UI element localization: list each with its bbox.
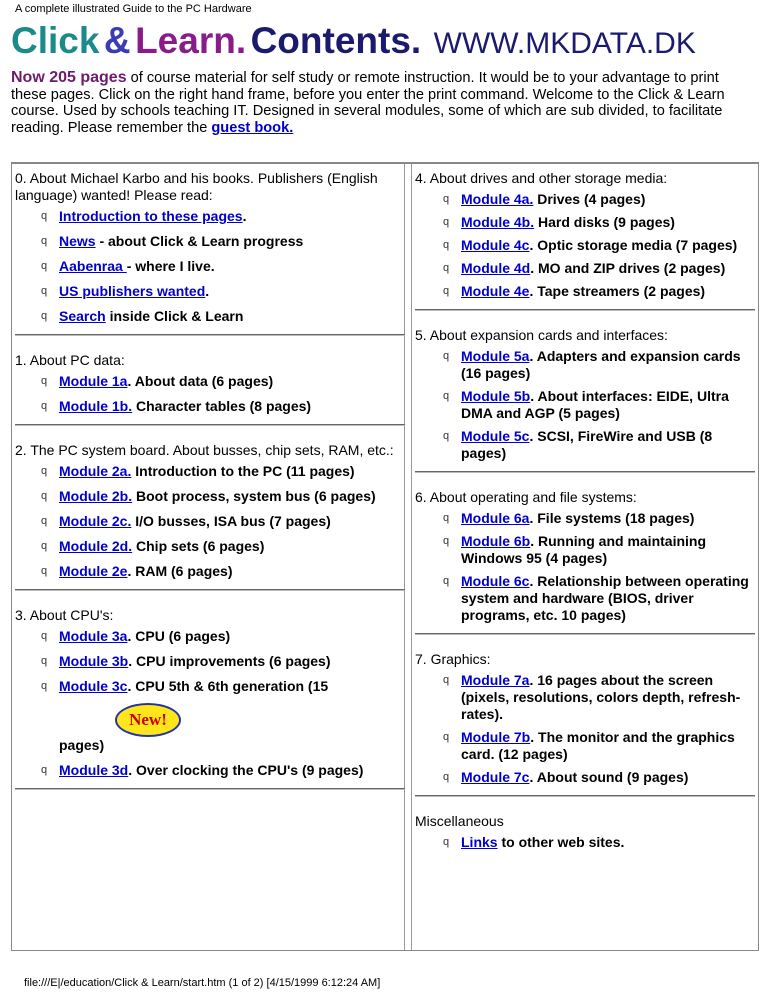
page-count: Now 205 pages bbox=[11, 69, 127, 86]
list-item bbox=[415, 834, 755, 851]
module-description: - where I live. bbox=[126, 258, 215, 274]
list-item bbox=[415, 214, 755, 231]
bullet-icon: q bbox=[41, 540, 48, 552]
module-link[interactable]: US publishers wanted bbox=[59, 283, 206, 299]
section-title: 2. The PC system board. About busses, chip sets, RAM, etc.: bbox=[15, 442, 394, 458]
bullet-icon: q bbox=[443, 771, 450, 783]
section-divider bbox=[15, 589, 405, 591]
module-description: Introduction to the PC (11 pages) bbox=[131, 463, 355, 479]
module-description: . About interfaces: EIDE, Ultra DMA and AGP (5 pages) bbox=[461, 388, 729, 421]
intro-paragraph bbox=[11, 70, 756, 136]
module-description: . Optic storage media (7 pages) bbox=[529, 237, 738, 253]
module-link[interactable]: Module 4a. bbox=[461, 191, 534, 207]
list-item bbox=[15, 463, 405, 480]
section-divider bbox=[15, 424, 405, 426]
bullet-icon: q bbox=[41, 630, 48, 642]
section-title: 1. About PC data: bbox=[15, 352, 125, 368]
section-divider bbox=[415, 309, 755, 311]
list-item bbox=[415, 533, 755, 567]
list-item bbox=[15, 538, 405, 555]
module-link[interactable]: Module 5a bbox=[461, 348, 530, 364]
list-item bbox=[415, 729, 755, 763]
module-description: . About sound (9 pages) bbox=[529, 769, 689, 785]
list-item bbox=[15, 258, 405, 275]
module-link[interactable]: Introduction to these pages bbox=[59, 208, 243, 224]
list-item bbox=[15, 488, 405, 505]
module-list bbox=[415, 834, 755, 851]
section-title: 0. About Michael Karbo and his books. Publishers (English language) wanted! Please read: bbox=[15, 170, 378, 203]
bullet-icon: q bbox=[443, 836, 450, 848]
module-link[interactable]: Module 6a bbox=[461, 510, 530, 526]
bullet-icon: q bbox=[443, 390, 450, 402]
bullet-icon: q bbox=[41, 465, 48, 477]
module-description: . CPU 5th & 6th generation (15 bbox=[127, 678, 329, 694]
bullet-icon: q bbox=[41, 375, 48, 387]
contents-table bbox=[11, 162, 759, 951]
page-title bbox=[11, 20, 696, 62]
section-title: 5. About expansion cards and interfaces: bbox=[415, 327, 668, 343]
bullet-icon: q bbox=[443, 193, 450, 205]
list-item bbox=[415, 260, 755, 277]
module-link[interactable]: Module 6b bbox=[461, 533, 531, 549]
bullet-icon: q bbox=[41, 565, 48, 577]
list-item bbox=[415, 510, 755, 527]
module-link[interactable]: Module 6c bbox=[461, 573, 530, 589]
list-item bbox=[415, 428, 755, 462]
bullet-icon: q bbox=[443, 430, 450, 442]
new-badge-icon: New! bbox=[115, 703, 181, 737]
module-link[interactable]: Search bbox=[59, 308, 106, 324]
module-list bbox=[15, 373, 405, 415]
module-description: Chip sets (6 pages) bbox=[132, 538, 265, 554]
list-item bbox=[415, 283, 755, 300]
module-description: . RAM (6 pages) bbox=[127, 563, 233, 579]
module-description: Drives (4 pages) bbox=[533, 191, 646, 207]
list-item bbox=[15, 678, 405, 754]
module-description: . File systems (18 pages) bbox=[529, 510, 695, 526]
module-link[interactable]: Module 2c. bbox=[59, 513, 132, 529]
list-item bbox=[415, 672, 755, 723]
bullet-icon: q bbox=[443, 674, 450, 686]
section-title: 7. Graphics: bbox=[415, 651, 491, 667]
module-description: . Over clocking the CPU's (9 pages) bbox=[128, 762, 364, 778]
title-learn: Learn. bbox=[135, 20, 247, 61]
module-link[interactable]: Module 4e bbox=[461, 283, 530, 299]
section-title: 6. About operating and file systems: bbox=[415, 489, 637, 505]
module-description: . Running and maintaining Windows 95 (4 pages) bbox=[461, 533, 706, 566]
module-link[interactable]: Links bbox=[461, 834, 498, 850]
list-item bbox=[15, 308, 405, 325]
module-link[interactable]: Module 3c bbox=[59, 678, 128, 694]
column-divider bbox=[404, 164, 412, 950]
section-divider bbox=[15, 334, 405, 336]
module-description: . CPU (6 pages) bbox=[127, 628, 231, 644]
list-item bbox=[15, 563, 405, 580]
section-divider bbox=[415, 795, 755, 797]
bullet-icon: q bbox=[41, 210, 48, 222]
bullet-icon: q bbox=[443, 350, 450, 362]
module-link[interactable]: Module 7b bbox=[461, 729, 531, 745]
intro-text: of course material for self study or remote instruction. It would be to your advantage to print these pages. Click on the right hand frame, before you enter the print command. Welcome to the Click & Learn course. Used by schools teaching IT. Designed in several modules, some of which are sub divided, to facilitate reading. Please remember the bbox=[11, 70, 725, 136]
module-link[interactable]: Module 1a bbox=[59, 373, 128, 389]
module-description: . CPU improvements (6 pages) bbox=[128, 653, 331, 669]
list-item bbox=[15, 208, 405, 225]
left-column bbox=[15, 170, 405, 806]
module-description: . bbox=[242, 208, 247, 224]
bullet-icon: q bbox=[41, 490, 48, 502]
list-item bbox=[15, 233, 405, 250]
module-description: I/O busses, ISA bus (7 pages) bbox=[131, 513, 331, 529]
section-divider bbox=[415, 633, 755, 635]
module-description: . bbox=[205, 283, 210, 299]
module-description: . About data (6 pages) bbox=[127, 373, 274, 389]
bullet-icon: q bbox=[443, 285, 450, 297]
right-column bbox=[415, 170, 755, 857]
module-list bbox=[15, 463, 405, 580]
module-description: Hard disks (9 pages) bbox=[534, 214, 675, 230]
module-link[interactable]: Module 1b. bbox=[59, 398, 133, 414]
module-link[interactable]: Module 7c bbox=[461, 769, 530, 785]
module-description: to other web sites. bbox=[497, 834, 625, 850]
module-description: . 16 pages about the screen (pixels, resolutions, colors depth, refresh-rates). bbox=[461, 672, 741, 722]
module-link[interactable]: Module 2d. bbox=[59, 538, 133, 554]
module-link[interactable]: Module 2a. bbox=[59, 463, 132, 479]
module-list bbox=[15, 208, 405, 325]
bullet-icon: q bbox=[41, 285, 48, 297]
module-link[interactable]: Module 2e bbox=[59, 563, 128, 579]
module-link[interactable]: Module 4d bbox=[461, 260, 531, 276]
module-link[interactable]: Module 5c bbox=[461, 428, 530, 444]
module-link[interactable]: Aabenraa bbox=[59, 258, 127, 274]
bullet-icon: q bbox=[41, 260, 48, 272]
module-link[interactable]: Module 2b. bbox=[59, 488, 133, 504]
page-header: A complete illustrated Guide to the PC Hardware bbox=[15, 3, 252, 15]
module-link[interactable]: Module 5b bbox=[461, 388, 531, 404]
module-description: . MO and ZIP drives (2 pages) bbox=[530, 260, 726, 276]
list-item bbox=[415, 348, 755, 382]
bullet-icon: q bbox=[443, 575, 450, 587]
list-item bbox=[415, 573, 755, 624]
module-link[interactable]: Module 7a bbox=[461, 672, 530, 688]
module-link[interactable]: Module 4b. bbox=[461, 214, 535, 230]
bullet-icon: q bbox=[443, 512, 450, 524]
module-list bbox=[15, 628, 405, 779]
module-description-cont: pages) bbox=[59, 737, 105, 753]
bullet-icon: q bbox=[443, 535, 450, 547]
bullet-icon: q bbox=[443, 239, 450, 251]
list-item bbox=[415, 769, 755, 786]
module-description: inside Click & Learn bbox=[105, 308, 244, 324]
module-description: . The monitor and the graphics card. (12 pages) bbox=[461, 729, 735, 762]
section-title: 4. About drives and other storage media: bbox=[415, 170, 668, 186]
module-list bbox=[415, 191, 755, 300]
bullet-icon: q bbox=[443, 262, 450, 274]
bullet-icon: q bbox=[443, 216, 450, 228]
list-item bbox=[15, 762, 405, 779]
title-amp: & bbox=[103, 20, 131, 61]
module-link[interactable]: News bbox=[59, 233, 96, 249]
section-title: Miscellaneous bbox=[415, 813, 504, 829]
bullet-icon: q bbox=[41, 764, 48, 776]
list-item bbox=[415, 191, 755, 208]
footer-path: file:///E|/education/Click & Learn/start.htm (1 of 2) [4/15/1999 6:12:24 AM] bbox=[24, 977, 381, 989]
bullet-icon: q bbox=[41, 515, 48, 527]
list-item bbox=[15, 653, 405, 670]
list-item bbox=[15, 513, 405, 530]
module-description: . SCSI, FireWire and USB (8 pages) bbox=[461, 428, 713, 461]
module-description: . Adapters and expansion cards (16 pages) bbox=[461, 348, 741, 381]
module-link[interactable]: Module 3d bbox=[59, 762, 129, 778]
section-divider bbox=[415, 471, 755, 473]
list-item bbox=[15, 283, 405, 300]
bullet-icon: q bbox=[41, 400, 48, 412]
list-item bbox=[15, 373, 405, 390]
title-click: Click bbox=[11, 20, 100, 61]
module-link[interactable]: Module 3b bbox=[59, 653, 129, 669]
list-item bbox=[15, 628, 405, 645]
module-description: - about Click & Learn progress bbox=[95, 233, 304, 249]
list-item bbox=[415, 388, 755, 422]
bullet-icon: q bbox=[41, 235, 48, 247]
module-list bbox=[415, 510, 755, 624]
bullet-icon: q bbox=[41, 680, 48, 692]
module-list bbox=[415, 348, 755, 462]
module-description: Character tables (8 pages) bbox=[132, 398, 312, 414]
module-description: . Relationship between operating system and hardware (BIOS, driver programs, etc. 10 pages) bbox=[461, 573, 749, 623]
section-divider bbox=[15, 788, 405, 790]
list-item bbox=[415, 237, 755, 254]
guest-book-link[interactable]: guest book. bbox=[211, 119, 294, 136]
bullet-icon: q bbox=[443, 731, 450, 743]
module-description: Boot process, system bus (6 pages) bbox=[132, 488, 376, 504]
bullet-icon: q bbox=[41, 310, 48, 322]
module-link[interactable]: Module 4c bbox=[461, 237, 530, 253]
module-list bbox=[415, 672, 755, 786]
title-contents: Contents. bbox=[250, 20, 422, 61]
module-description: . Tape streamers (2 pages) bbox=[529, 283, 706, 299]
site-address: WWW.MKDATA.DK bbox=[433, 27, 696, 60]
section-title: 3. About CPU's: bbox=[15, 607, 114, 623]
list-item bbox=[15, 398, 405, 415]
bullet-icon: q bbox=[41, 655, 48, 667]
module-link[interactable]: Module 3a bbox=[59, 628, 128, 644]
